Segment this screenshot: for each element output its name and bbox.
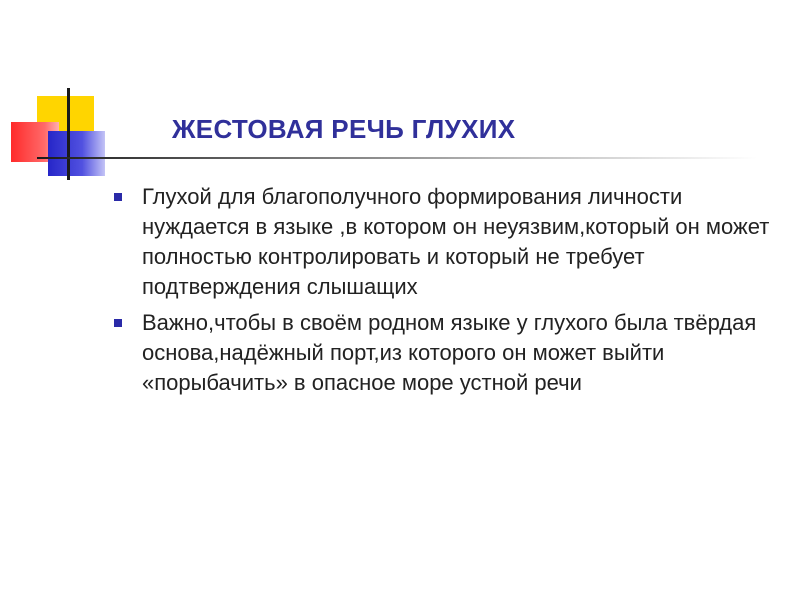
- vertical-line-shape: [67, 88, 70, 180]
- decorative-logo: [0, 0, 140, 200]
- title-divider-line: [37, 157, 757, 159]
- bullet-item: [112, 308, 772, 398]
- blue-square-shape: [48, 131, 105, 176]
- bullet-text: Важно,чтобы в своём родном языке у глухого была твёрдая основа,надёжный порт,из которого он может выйти «порыбачить» в опасное море устной речи: [142, 310, 757, 395]
- slide-title: ЖЕСТОВАЯ РЕЧЬ ГЛУХИХ: [172, 114, 516, 144]
- bullet-list: [112, 182, 772, 404]
- bullet-text: Глухой для благополучного формирования личности нуждается в языке ,в котором он неуязвим,который он может полностью контролировать и который не требует подтверждения слышащих: [142, 184, 770, 299]
- square-bullet-icon: [114, 319, 122, 327]
- square-bullet-icon: [114, 193, 122, 201]
- bullet-item: [112, 182, 772, 302]
